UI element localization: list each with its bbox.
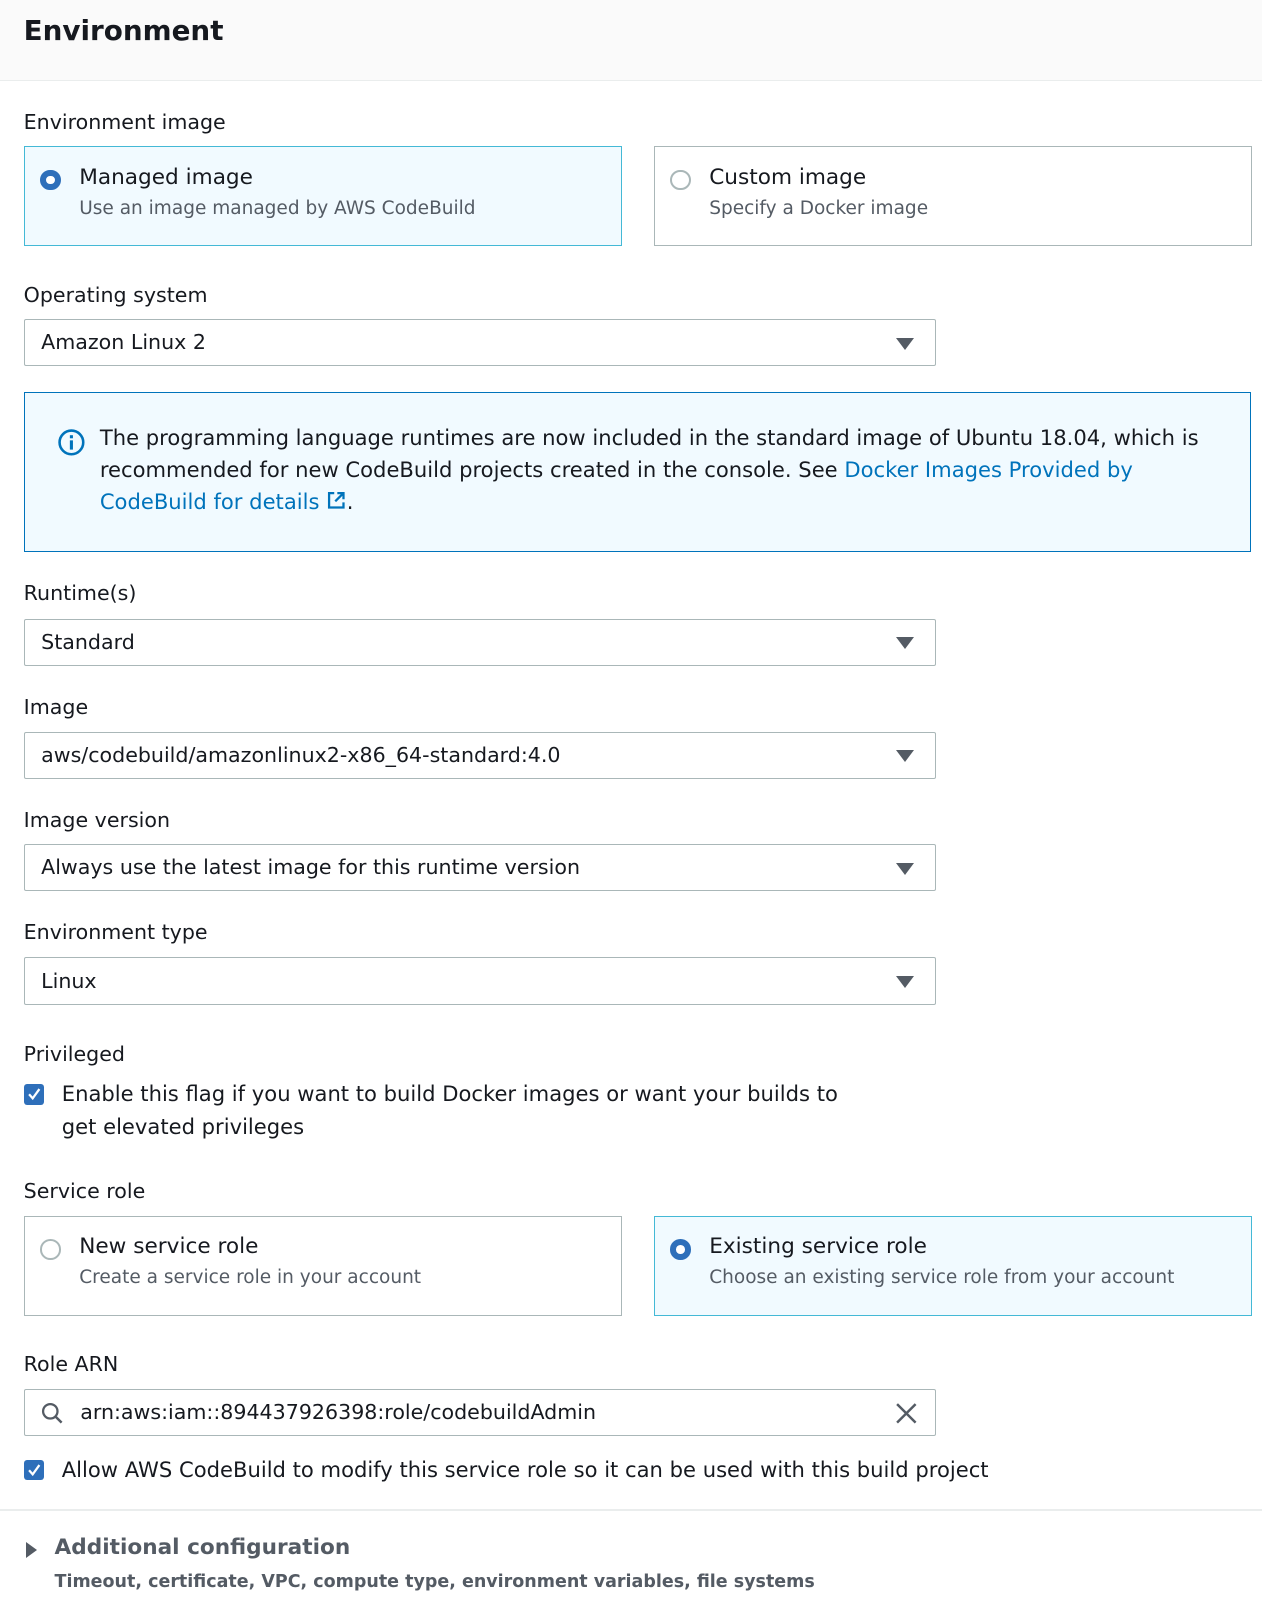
checkmark-icon: [26, 1462, 42, 1478]
image-label: Image: [23, 694, 89, 719]
role-arn-label: Role ARN: [23, 1351, 119, 1376]
environment-type-label: Environment type: [23, 920, 208, 945]
additional-configuration-title[interactable]: Additional configuration: [54, 1534, 351, 1560]
input-value[interactable]: arn:aws:iam::894437926398:role/codebuildAdmin: [80, 1399, 597, 1424]
allow-modify-checkbox[interactable]: [24, 1460, 45, 1481]
service-role-label: Service role: [23, 1178, 146, 1203]
operating-system-select[interactable]: [24, 319, 936, 366]
select-value: Linux: [41, 968, 97, 993]
radio-unselected-icon[interactable]: [40, 1239, 61, 1260]
select-value: aws/codebuild/amazonlinux2-x86_64-standard:4.0: [41, 743, 561, 768]
managed-image-option[interactable]: [24, 146, 622, 246]
divider: [0, 1509, 1262, 1511]
allow-modify-checkbox-label[interactable]: Allow AWS CodeBuild to modify this service role so it can be used with this build project: [61, 1456, 989, 1482]
additional-configuration-toggle[interactable]: [24, 1534, 353, 1567]
radio-unselected-icon[interactable]: [670, 170, 691, 191]
privileged-label: Privileged: [23, 1041, 125, 1066]
option-title: New service role: [79, 1234, 259, 1260]
privileged-checkbox[interactable]: [24, 1084, 45, 1105]
info-text: [100, 422, 1222, 518]
caret-down-icon: [896, 637, 914, 649]
option-title: Existing service role: [709, 1234, 927, 1260]
custom-image-option[interactable]: [654, 146, 1252, 246]
search-icon: [40, 1401, 65, 1426]
environment-type-select[interactable]: [24, 957, 936, 1004]
image-select[interactable]: [24, 732, 936, 779]
option-description: Specify a Docker image: [709, 197, 929, 219]
option-description: Create a service role in your account: [79, 1267, 422, 1289]
option-title: Custom image: [709, 164, 867, 190]
external-link-icon: [326, 490, 347, 511]
caret-down-icon: [896, 863, 914, 875]
runtimes-select[interactable]: [24, 619, 936, 666]
info-icon: [57, 428, 86, 457]
section-title: Environment: [23, 14, 224, 48]
checkmark-icon: [26, 1086, 42, 1102]
existing-service-role-option[interactable]: [654, 1216, 1252, 1316]
radio-selected-icon[interactable]: [40, 170, 61, 191]
option-description: Choose an existing service role from your account: [709, 1267, 1175, 1289]
info-suffix: .: [346, 488, 354, 514]
new-service-role-option[interactable]: [24, 1216, 622, 1316]
option-description: Use an image managed by AWS CodeBuild: [79, 197, 476, 219]
option-title: Managed image: [79, 164, 253, 190]
caret-down-icon: [896, 976, 914, 988]
caret-down-icon: [896, 750, 914, 762]
image-version-select[interactable]: [24, 844, 936, 891]
select-value: Standard: [41, 629, 135, 654]
caret-right-icon: [26, 1542, 37, 1558]
caret-down-icon: [896, 338, 914, 350]
privileged-checkbox-label[interactable]: Enable this flag if you want to build Docker images or want your builds to get elevated privileges: [61, 1080, 838, 1139]
select-value: Amazon Linux 2: [41, 330, 206, 355]
select-value: Always use the latest image for this runtime version: [41, 855, 580, 880]
operating-system-label: Operating system: [23, 283, 208, 308]
image-version-label: Image version: [23, 808, 171, 833]
info-body: The programming language runtimes are now included in the standard image of Ubuntu 18.04, which is recommended for new CodeBuild projects created in the console. See: [99, 425, 1199, 482]
runtimes-label: Runtime(s): [23, 580, 137, 605]
info-alert: [24, 392, 1251, 552]
environment-image-label: Environment image: [23, 110, 226, 135]
radio-selected-icon[interactable]: [670, 1239, 691, 1260]
clear-icon[interactable]: [894, 1401, 919, 1426]
link-text[interactable]: Docker Images Provided by CodeBuild for details: [99, 456, 1133, 514]
role-arn-input[interactable]: [24, 1389, 936, 1436]
section-header: [0, 0, 1262, 81]
additional-configuration-subtitle: Timeout, certificate, VPC, compute type, environment variables, file systems: [54, 1571, 815, 1592]
